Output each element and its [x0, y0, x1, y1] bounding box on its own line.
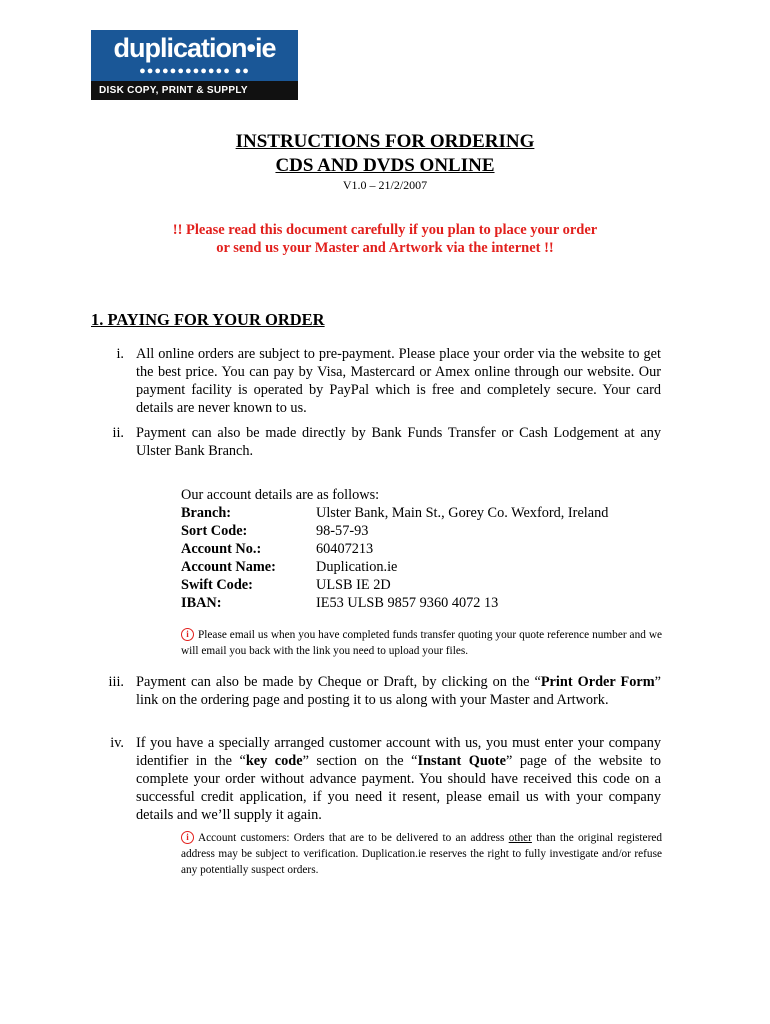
warning-line-2: or send us your Master and Artwork via the internet !! [216, 240, 554, 256]
account-label: Swift Code: [181, 577, 253, 593]
account-value: 60407213 [316, 541, 374, 557]
item-text-part: ” page of the website to complete your order without advance payment. You should have received this code on a successful credit application, if you need it resent, please email us with your company details and we’ll supply it again. [136, 753, 662, 823]
account-row [181, 594, 499, 612]
item-number: iii. [108, 674, 124, 690]
key-code-term: key code [245, 753, 303, 769]
info-icon: i [181, 831, 194, 844]
account-value: 98-57-93 [316, 523, 369, 539]
account-row [181, 558, 398, 576]
item-number: iv. [110, 735, 124, 751]
note-underlined-word: other [508, 832, 532, 844]
logo-top-band [91, 30, 298, 81]
account-row [181, 540, 379, 558]
transfer-note-text: Please email us when you have completed funds transfer quoting your quote reference number and we will email you back with the link you need to upload your files. [181, 629, 662, 657]
item-number: ii. [112, 425, 124, 441]
item-text-part: If you have a specially arranged customer account with us, you must enter your company identifier in the “ [136, 735, 661, 769]
instant-quote-term: Instant Quote [417, 753, 507, 769]
account-value: IE53 ULSB 9857 9360 4072 13 [316, 595, 499, 611]
account-intro: Our account details are as follows: [181, 487, 380, 503]
account-value: ULSB IE 2D [316, 577, 391, 593]
logo-wordmark: duplication•ie [113, 33, 276, 63]
item-text: All online orders are subject to pre-payment. Please place your order via the website to get the best price. You can pay by Visa, Mastercard or Amex online through our website. Our payment facility is operated by PayPal which is free and completely secure. Your card details are never known to us. [136, 346, 661, 416]
account-label: Account No.: [181, 541, 262, 557]
item-text-part: ” section on the “ [302, 753, 418, 769]
account-customer-note [181, 830, 662, 878]
print-order-form-term: Print Order Form [540, 674, 655, 690]
note-text-part: Account customers: Orders that are to be delivered to an address [198, 832, 509, 844]
item-text-part: Payment can also be made by Cheque or Draft, by clicking on the “ [136, 674, 541, 690]
account-details [181, 486, 609, 612]
account-label: Account Name: [181, 559, 276, 575]
account-row [181, 522, 379, 540]
item-text: Payment can also be made directly by Bank Funds Transfer or Cash Lodgement at any Ulster Bank Branch. [136, 425, 661, 459]
account-value: Ulster Bank, Main St., Gorey Co. Wexford, Ireland [316, 505, 609, 521]
transfer-note [181, 627, 662, 659]
company-logo [91, 30, 298, 100]
version-label: V1.0 – 21/2/2007 [342, 178, 428, 192]
account-row [181, 576, 391, 594]
account-row [181, 504, 609, 522]
info-icon: i [181, 628, 194, 641]
account-label: Sort Code: [181, 523, 248, 539]
item-text [136, 734, 661, 824]
note-text-part: than the original registered address may be subject to verification. Duplication.ie reserves the right to fully investigate and/or refuse any potentially suspect orders. [181, 832, 662, 876]
account-label: Branch: [181, 505, 232, 521]
item-text [136, 673, 661, 709]
title-line-1: INSTRUCTIONS FOR ORDERING [235, 131, 535, 152]
account-value: Duplication.ie [316, 559, 398, 575]
title-line-2: CDS AND DVDS ONLINE [275, 155, 495, 176]
account-label: IBAN: [181, 595, 222, 611]
logo-dots: ●●●●●●●●●●●● ●● [139, 65, 250, 77]
section-heading: 1. PAYING FOR YOUR ORDER [91, 310, 325, 329]
logo-tagline: DISK COPY, PRINT & SUPPLY [91, 81, 298, 100]
item-number: i. [116, 346, 124, 362]
item-text-part: ” link on the ordering page and posting it to us along with your Master and Artwork. [136, 674, 661, 708]
warning-line-1: !! Please read this document carefully if you plan to place your order [172, 222, 598, 238]
